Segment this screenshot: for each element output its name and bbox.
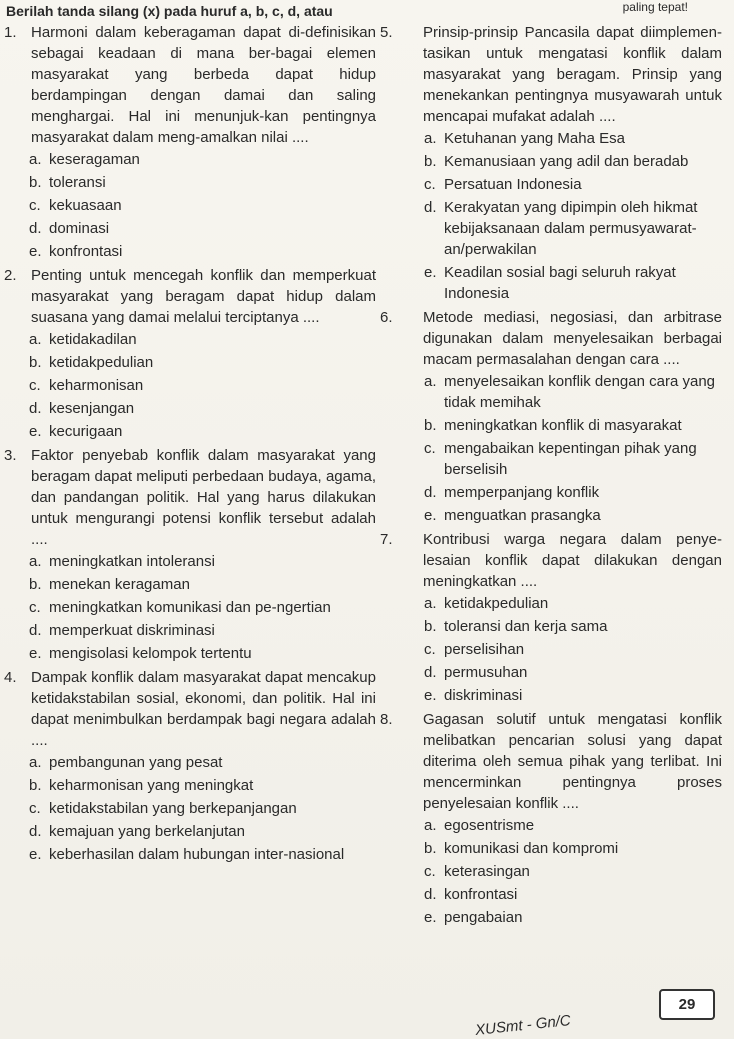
question-number: 8.: [380, 711, 393, 728]
option-text: meningkatkan komunikasi dan pe-ngertian: [49, 599, 331, 616]
option-letter: d.: [29, 400, 42, 417]
option-b[interactable]: [424, 838, 722, 859]
option-text: dominasi: [49, 220, 110, 237]
option-b[interactable]: [29, 775, 376, 796]
option-letter: d.: [424, 199, 437, 216]
option-c[interactable]: [29, 195, 376, 216]
option-letter: d.: [424, 484, 437, 501]
option-c[interactable]: [29, 597, 376, 618]
option-a[interactable]: [29, 329, 376, 350]
option-letter: a.: [29, 151, 42, 168]
question-text: Dampak konflik dalam masyarakat dapat mencakup ketidakstabilan sosial, ekonomi, dan politik. Hal ini dapat menimbulkan berdampak bagi negara adalah ....: [31, 669, 376, 749]
option-letter: b.: [424, 153, 437, 170]
option-text: memperkuat diskriminasi: [49, 622, 215, 639]
question-3: [4, 445, 376, 664]
option-letter: c.: [29, 377, 41, 394]
option-text: meningkatkan intoleransi: [49, 553, 215, 570]
options-list: [424, 128, 722, 304]
option-b[interactable]: [29, 352, 376, 373]
option-d[interactable]: [29, 620, 376, 641]
option-text: egosentrisme: [444, 817, 535, 834]
option-e[interactable]: [424, 685, 722, 706]
option-text: menekan keragaman: [49, 576, 190, 593]
option-text: Kerakyatan yang dipimpin oleh hikmat kebijaksanaan dalam permusyawarat-an/perwakilan: [444, 199, 698, 258]
question-number: 3.: [4, 447, 17, 464]
option-d[interactable]: [424, 197, 722, 260]
option-letter: e.: [424, 909, 437, 926]
question-7: [380, 529, 722, 706]
option-letter: d.: [424, 664, 437, 681]
question-text: Harmoni dalam keberagaman dapat di-definisikan sebagai keadaan di mana ber-bagai elemen masyarakat yang berbeda dapat hidup berdampingan dengan damai dan saling menghargai. Hal ini menunjuk-kan pentingnya masyarakat dalam meng-amalkan nilai ....: [31, 24, 376, 146]
option-a[interactable]: [29, 752, 376, 773]
option-text: kesenjangan: [49, 400, 135, 417]
option-text: ketidakadilan: [49, 331, 137, 348]
option-letter: a.: [424, 373, 437, 390]
question-number: 7.: [380, 531, 393, 548]
question-number: 2.: [4, 267, 17, 284]
option-letter: a.: [424, 130, 437, 147]
option-e[interactable]: [424, 907, 722, 928]
question-6: [380, 307, 722, 526]
options-list: [424, 593, 722, 706]
option-text: konfrontasi: [444, 886, 518, 903]
option-a[interactable]: [424, 593, 722, 614]
option-letter: c.: [424, 863, 436, 880]
option-letter: b.: [29, 576, 42, 593]
option-letter: e.: [29, 243, 42, 260]
option-letter: d.: [424, 886, 437, 903]
question-text: Kontribusi warga negara dalam penye-lesaian konflik dapat dilakukan dengan meningkatkan ....: [423, 531, 722, 590]
option-text: kekuasaan: [49, 197, 122, 214]
right-column: [380, 22, 722, 931]
option-text: mengisolasi kelompok tertentu: [49, 645, 252, 662]
option-letter: b.: [424, 618, 437, 635]
option-letter: a.: [424, 595, 437, 612]
option-letter: c.: [424, 440, 436, 457]
option-letter: b.: [424, 417, 437, 434]
option-letter: a.: [29, 553, 42, 570]
option-text: keberhasilan dalam hubungan inter-nasional: [49, 846, 345, 863]
options-list: [424, 371, 722, 526]
option-text: Keadilan sosial bagi seluruh rakyat Indonesia: [444, 264, 676, 302]
option-d[interactable]: [424, 662, 722, 683]
option-letter: a.: [29, 754, 42, 771]
page-number: 29: [659, 989, 715, 1020]
option-text: perselisihan: [444, 641, 525, 658]
option-letter: e.: [424, 507, 437, 524]
option-text: ketidakpedulian: [49, 354, 154, 371]
option-letter: b.: [29, 354, 42, 371]
option-letter: a.: [424, 817, 437, 834]
option-e[interactable]: [29, 241, 376, 262]
question-2: [4, 265, 376, 442]
option-e[interactable]: [424, 262, 722, 304]
option-b[interactable]: [424, 151, 722, 172]
instruction-text: Berilah tanda silang (x) pada huruf a, b, c, d, atau: [6, 3, 333, 19]
question-number: 5.: [380, 24, 393, 41]
option-text: menyelesaikan konflik dengan cara yang tidak memihak: [444, 373, 716, 411]
option-e[interactable]: [29, 421, 376, 442]
option-text: kecurigaan: [49, 423, 123, 440]
option-text: pembangunan yang pesat: [49, 754, 223, 771]
option-a[interactable]: [424, 815, 722, 836]
question-text: Gagasan solutif untuk mengatasi konflik melibatkan pencarian solusi yang dapat diterima oleh semua pihak yang terlibat. Ini mencerminkan pentingnya proses penyelesaian konflik ....: [423, 711, 722, 812]
option-text: toleransi: [49, 174, 106, 191]
option-text: meningkatkan konflik di masyarakat: [444, 417, 682, 434]
question-5: [380, 22, 722, 304]
option-letter: c.: [29, 800, 41, 817]
option-letter: b.: [29, 777, 42, 794]
option-c[interactable]: [29, 798, 376, 819]
option-letter: d.: [29, 220, 42, 237]
option-letter: b.: [424, 840, 437, 857]
options-list: [29, 149, 376, 262]
option-letter: c.: [424, 641, 436, 658]
option-c[interactable]: [424, 861, 722, 882]
option-text: keterasingan: [444, 863, 530, 880]
option-b[interactable]: [29, 574, 376, 595]
option-a[interactable]: [424, 128, 722, 149]
option-text: keseragaman: [49, 151, 140, 168]
left-column: [4, 22, 376, 868]
option-text: pengabaian: [444, 909, 523, 926]
option-text: keharmonisan yang meningkat: [49, 777, 254, 794]
question-text: Penting untuk mencegah konflik dan memperkuat masyarakat yang beragam dapat hidup dalam suasana yang damai melalui terciptanya ....: [31, 267, 376, 326]
option-text: menguatkan prasangka: [444, 507, 601, 524]
worksheet-header: [0, 0, 734, 20]
option-c[interactable]: [424, 438, 722, 480]
options-list: [29, 551, 376, 664]
option-b[interactable]: [424, 415, 722, 436]
question-text: Metode mediasi, negosiasi, dan arbitrase digunakan dalam menyelesaikan berbagai macam permasalahan dengan cara ....: [423, 309, 722, 368]
option-text: mengabaikan kepentingan pihak yang berselisih: [444, 440, 697, 478]
option-b[interactable]: [29, 172, 376, 193]
instruction-fragment: paling tepat!: [622, 0, 688, 14]
question-8: [380, 709, 722, 928]
option-letter: e.: [424, 264, 437, 281]
option-d[interactable]: [29, 398, 376, 419]
option-e[interactable]: [424, 505, 722, 526]
option-letter: e.: [29, 645, 42, 662]
question-number: 1.: [4, 24, 17, 41]
option-letter: c.: [424, 176, 436, 193]
option-letter: c.: [29, 197, 41, 214]
option-c[interactable]: [29, 375, 376, 396]
option-text: memperpanjang konflik: [444, 484, 600, 501]
option-text: komunikasi dan kompromi: [444, 840, 619, 857]
option-text: konfrontasi: [49, 243, 123, 260]
option-c[interactable]: [424, 174, 722, 195]
option-d[interactable]: [29, 821, 376, 842]
options-list: [29, 329, 376, 442]
option-b[interactable]: [424, 616, 722, 637]
option-d[interactable]: [29, 218, 376, 239]
option-text: toleransi dan kerja sama: [444, 618, 608, 635]
option-letter: a.: [29, 331, 42, 348]
option-letter: e.: [29, 846, 42, 863]
question-number: 6.: [380, 309, 393, 326]
option-e[interactable]: [29, 643, 376, 664]
option-a[interactable]: [29, 551, 376, 572]
question-1: [4, 22, 376, 262]
option-text: Ketuhanan yang Maha Esa: [444, 130, 625, 147]
option-letter: e.: [29, 423, 42, 440]
footer-code: XUSmt - Gn/C: [474, 1012, 572, 1039]
option-letter: e.: [424, 687, 437, 704]
option-c[interactable]: [424, 639, 722, 660]
option-text: diskriminasi: [444, 687, 523, 704]
option-d[interactable]: [424, 482, 722, 503]
option-text: Persatuan Indonesia: [444, 176, 582, 193]
option-e[interactable]: [29, 844, 376, 865]
option-a[interactable]: [424, 371, 722, 413]
question-number: 4.: [4, 669, 17, 686]
options-list: [29, 752, 376, 865]
question-text: Prinsip-prinsip Pancasila dapat diimplemen-tasikan untuk mengatasi konflik dalam masyarakat yang beragam. Prinsip yang menekankan pentingnya musyawarah untuk mencapai mufakat adalah ....: [423, 24, 722, 125]
option-text: kemajuan yang berkelanjutan: [49, 823, 245, 840]
option-text: permusuhan: [444, 664, 528, 681]
question-text: Faktor penyebab konflik dalam masyarakat yang beragam dapat meliputi perbedaan budaya, agama, dan pandangan politik. Hal yang harus dilakukan untuk mengurangi potensi konflik tersebut adalah ....: [31, 447, 376, 548]
option-d[interactable]: [424, 884, 722, 905]
option-letter: b.: [29, 174, 42, 191]
option-letter: d.: [29, 622, 42, 639]
option-text: ketidakstabilan yang berkepanjangan: [49, 800, 297, 817]
option-text: ketidakpedulian: [444, 595, 549, 612]
option-letter: d.: [29, 823, 42, 840]
option-letter: c.: [29, 599, 41, 616]
question-4: [4, 667, 376, 865]
option-a[interactable]: [29, 149, 376, 170]
option-text: keharmonisan: [49, 377, 144, 394]
options-list: [424, 815, 722, 928]
option-text: Kemanusiaan yang adil dan beradab: [444, 153, 689, 170]
